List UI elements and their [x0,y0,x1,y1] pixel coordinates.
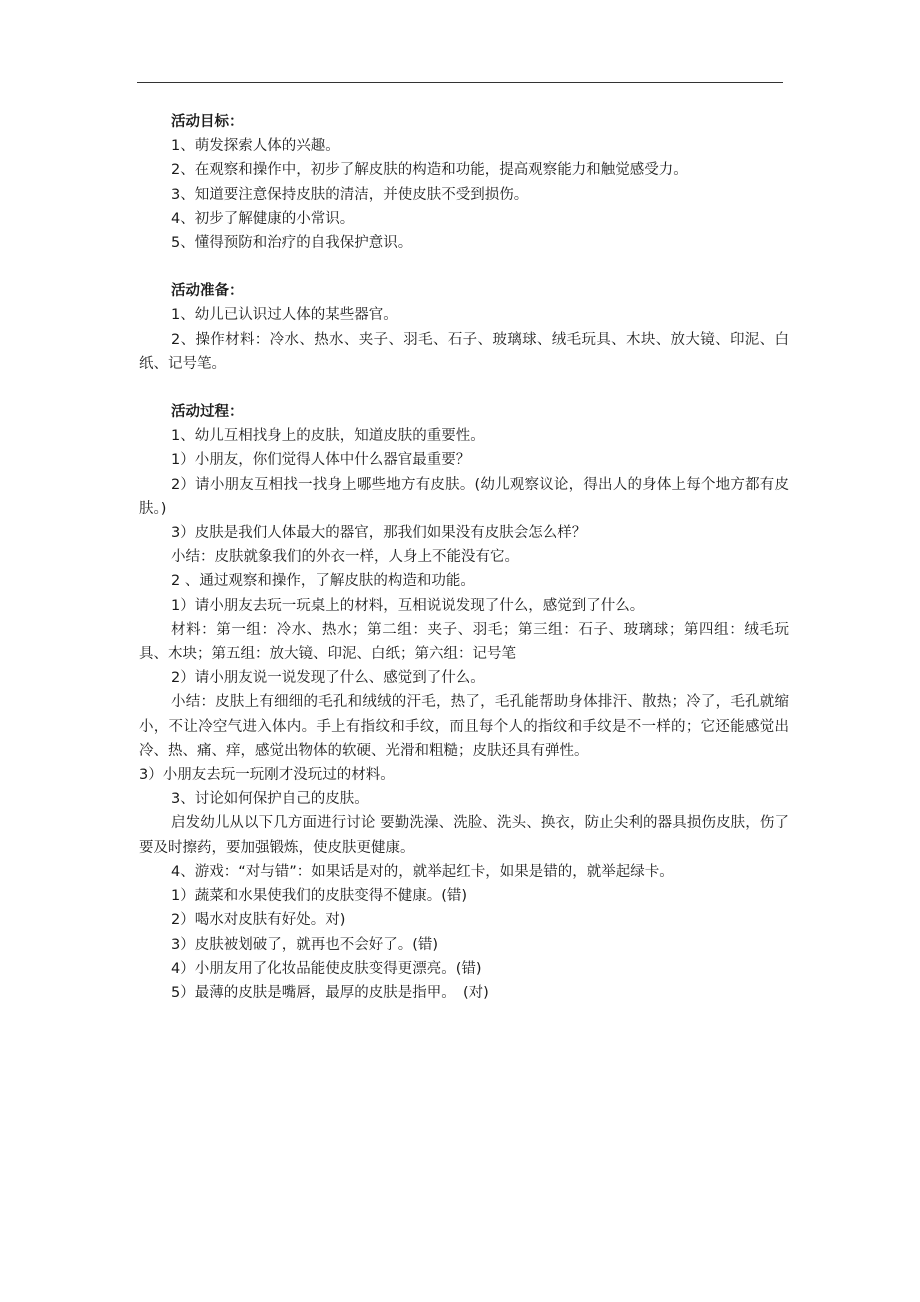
game-statement: 3）皮肤被划破了，就再也不会好了。(错) [171,936,439,953]
prep-item: 1、幼儿已认识过人体的某些器官。 [171,307,398,324]
goals-item: 3、知道要注意保持皮肤的清洁，并使皮肤不受到损伤。 [171,186,529,203]
document-body [139,110,789,1005]
process-summary: 小结：皮肤上有细细的毛孔和绒绒的汗毛，热了，毛孔能帮助身体排汗、散热；冷了，毛孔就缩小，不让冷空气进入体内。手上有指纹和手纹，而且每个人的指纹和手纹是不一样的；它还能感觉出冷、热、痛、痒，感觉出物体的软硬、光滑和粗糙；皮肤还具有弹性。 [139,694,789,759]
goals-item: 4、初步了解健康的小常识。 [171,210,355,227]
process-line: 2）请小朋友说一说发现了什么、感觉到了什么。 [171,670,485,687]
game-statement: 5）最薄的皮肤是嘴唇，最厚的皮肤是指甲。 (对) [171,984,489,1001]
process-line: 2 、通过观察和操作，了解皮肤的构造和功能。 [171,573,475,590]
goals-heading: 活动目标： [171,114,244,130]
process-line: 3、讨论如何保护自己的皮肤。 [171,791,369,808]
goals-item: 2、在观察和操作中，初步了解皮肤的构造和功能，提高观察能力和触觉感受力。 [171,162,688,179]
process-line: 2）请小朋友互相找一找身上哪些地方有皮肤。(幼儿观察议论，得出人的身体上每个地方都有皮肤。) [139,476,789,517]
prep-item: 2、操作材料：冷水、热水、夹子、羽毛、石子、玻璃球、绒毛玩具、木块、放大镜、印泥、白纸、记号笔。 [139,331,789,372]
game-statement: 4）小朋友用了化妆品能使皮肤变得更漂亮。(错) [171,960,482,977]
game-statement: 1）蔬菜和水果使我们的皮肤变得不健康。(错) [171,888,468,905]
process-summary: 小结：皮肤就象我们的外衣一样，人身上不能没有它。 [171,549,519,566]
process-line: 1）请小朋友去玩一玩桌上的材料，互相说说发现了什么，感觉到了什么。 [171,597,645,614]
process-line: 1、幼儿互相找身上的皮肤，知道皮肤的重要性。 [171,428,485,445]
process-discussion: 启发幼儿从以下几方面进行讨论 要勤洗澡、洗脸、洗头、换衣，防止尖利的器具损伤皮肤，伤了要及时擦药，要加强锻炼，使皮肤更健康。 [139,815,789,856]
process-materials: 材料：第一组：冷水、热水；第二组：夹子、羽毛；第三组：石子、玻璃球；第四组：绒毛玩具、木块；第五组：放大镜、印泥、白纸；第六组：记号笔 [139,621,789,663]
process-line: 3）小朋友去玩一玩刚才没玩过的材料。 [139,767,395,784]
goals-item: 5、懂得预防和治疗的自我保护意识。 [171,235,413,252]
goals-item: 1、萌发探索人体的兴趣。 [171,138,340,155]
game-statement: 2）喝水对皮肤有好处。对) [171,912,346,929]
process-line: 3）皮肤是我们人体最大的器官，那我们如果没有皮肤会怎么样？ [171,525,587,542]
prep-heading: 活动准备： [171,283,244,300]
process-game: 4、游戏：“对与错”：如果话是对的，就举起红卡，如果是错的，就举起绿卡。 [171,863,674,880]
process-heading: 活动过程： [171,404,244,421]
process-line: 1）小朋友，你们觉得人体中什么器官最重要？ [171,452,471,469]
header-rule [137,82,783,83]
